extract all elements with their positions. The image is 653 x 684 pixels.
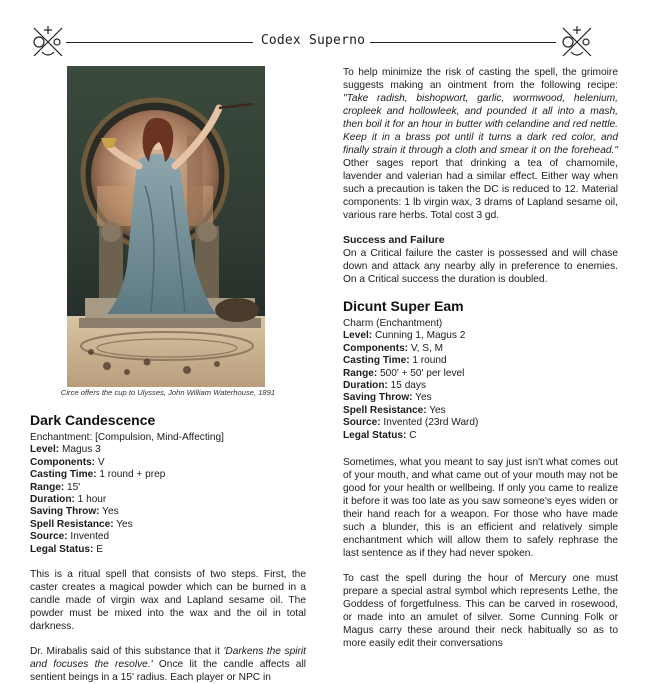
stat-value: Yes <box>426 404 446 416</box>
stat-label: Legal Status: <box>30 543 94 555</box>
spell-stat-line <box>30 444 306 456</box>
figure-caption: Circe offers the cup to Ulysses, John William Waterhouse, 1891 <box>60 388 276 397</box>
stat-label: Spell Resistance: <box>343 404 427 416</box>
stat-label: Source: <box>343 417 381 429</box>
stat-value: Invented (23rd Ward) <box>380 417 479 429</box>
stat-value: Magus 3 <box>59 444 101 456</box>
spell-stat-line <box>343 318 618 330</box>
stat-label: Casting Time: <box>343 355 410 367</box>
stat-label: Components: <box>30 456 96 468</box>
spell-stat-line <box>343 330 618 342</box>
spell-stat-line <box>343 368 618 380</box>
spell-title-dark-candescence: Dark Candescence <box>30 412 156 428</box>
stat-value: 1 round + prep <box>96 469 166 481</box>
stat-label: Range: <box>343 367 378 379</box>
subheading-success-failure: Success and Failure <box>343 234 445 246</box>
stat-label: Saving Throw: <box>343 392 413 404</box>
spell-stat-line <box>30 482 306 494</box>
spell-stat-line <box>30 531 306 543</box>
paragraph: Sometimes, what you meant to say just isn't what comes out of your mouth, and what came out of your mouth may not be good for your health or wellbeing. If only you came to realize it before it was too late as you saw someone's eyes widen or their hand reach for a weapon. For those who have made such a blunder, this is an efficient and relatively simple enchantment which will allow them to safely rephrase the last sentence as if they had never spoken. <box>343 457 618 560</box>
spell-stat-line <box>343 392 618 404</box>
stat-label: Legal Status: <box>343 429 407 441</box>
stat-value: Yes <box>412 392 432 404</box>
spell-stat-line <box>343 380 618 392</box>
spell-stat-line <box>343 405 618 417</box>
circe-painting-image <box>67 66 265 387</box>
stat-label: Components: <box>343 342 409 354</box>
stat-value: 1 round <box>409 355 447 367</box>
stat-value: V <box>95 456 105 468</box>
spell-stat-line <box>30 519 306 531</box>
stat-label: Level: <box>30 444 60 456</box>
header-rule-right <box>370 42 556 43</box>
spell-stat-line <box>343 343 618 355</box>
paragraph: To cast the spell during the hour of Mercury one must prepare a special astral symbol which represents Lethe, the Goddess of forgetfulness. This can be carved in rosewood, or made into an amulet of silver. Some Cunning Folk or Magus carry these around their neck habitually so as to more easily edit their conversations <box>343 573 618 650</box>
stat-label: Level: <box>343 330 373 342</box>
stat-value: C <box>406 429 417 441</box>
sigil-left-icon <box>28 22 68 62</box>
paragraph: On a Critical failure the caster is possessed and will chase down and attack any nearby ally in preference to enemies. On a Critical success the duration is doubled. <box>343 248 618 285</box>
paragraph: This is a ritual spell that consists of two steps. First, the caster creates a magical powder which can be burned in a candle made of virgin wax and Lapland sesame oil. The powder must be mixed into the wax and the oil in total darkness. <box>30 569 306 633</box>
stat-label: Casting Time: <box>30 469 97 481</box>
stat-label: Saving Throw: <box>30 506 100 518</box>
stat-label: Duration: <box>343 380 388 392</box>
stat-value: E <box>93 543 103 555</box>
spell-stat-line <box>30 506 306 518</box>
stat-value: 15 days <box>387 380 427 392</box>
spell-stat-line <box>30 494 306 506</box>
spell-stat-block <box>343 318 618 442</box>
stat-label: Duration: <box>30 494 75 506</box>
stat-value: V, S, M <box>408 342 444 354</box>
stat-value: Cunning 1, Magus 2 <box>372 330 466 342</box>
paragraph: Dr. Mirabalis said of this substance that it 'Darkens the spirit and focuses the resolve.' Once lit the candle affects all sentient beings in a 15' radius. Each player or NPC in <box>30 646 306 684</box>
spell-stat-line <box>343 355 618 367</box>
right-column <box>343 66 618 650</box>
spell-stat-line <box>30 457 306 469</box>
stat-value: Yes <box>113 518 133 530</box>
stat-value: 500' + 50' per level <box>377 367 465 379</box>
spell-stat-line <box>30 469 306 481</box>
spell-stat-line <box>343 430 618 442</box>
spell-stat-line <box>30 544 306 556</box>
stat-value: Charm (Enchantment) <box>343 318 443 329</box>
stat-value: 1 hour <box>74 494 107 506</box>
spell-stat-block <box>30 432 306 556</box>
stat-value: 15' <box>64 481 81 493</box>
stat-label: Spell Resistance: <box>30 518 114 530</box>
header-rule-left <box>66 42 256 43</box>
page-header <box>0 0 653 70</box>
stat-value: Enchantment: [Compulsion, Mind-Affecting] <box>30 432 224 443</box>
stat-value: Yes <box>99 506 119 518</box>
left-column <box>30 412 306 684</box>
sigil-right-icon <box>557 22 597 62</box>
stat-label: Source: <box>30 531 68 543</box>
stat-label: Range: <box>30 481 65 493</box>
spell-stat-line <box>30 432 306 444</box>
spell-title-dicunt-super-eam: Dicunt Super Eam <box>343 298 464 314</box>
spell-stat-line <box>343 417 618 429</box>
running-title: Codex Superno <box>253 33 373 48</box>
stat-value: Invented <box>67 531 110 543</box>
paragraph: To help minimize the risk of casting the spell, the grimoire suggests making an ointment from the following recipe: "Take radish, bishopwort, garlic, wormwood, helenium, cropleek and hollowleek, and pounded it all into a mash, then boil it for an hour in butter with celandine and red nettle. Keep it in a brass pot until it turns a dark red color, and finally strain it through a cloth and smear it on the forehead." Other sages report that drinking a tea of chamomile, lavender and valerian had a similar effect. Either way when such a precaution is taken the DC is reduced to 12. Material components: 1 lb virgin wax, 3 drams of Lapland sesame oil, various rare herbs. Total cost 3 gd. <box>343 67 618 221</box>
